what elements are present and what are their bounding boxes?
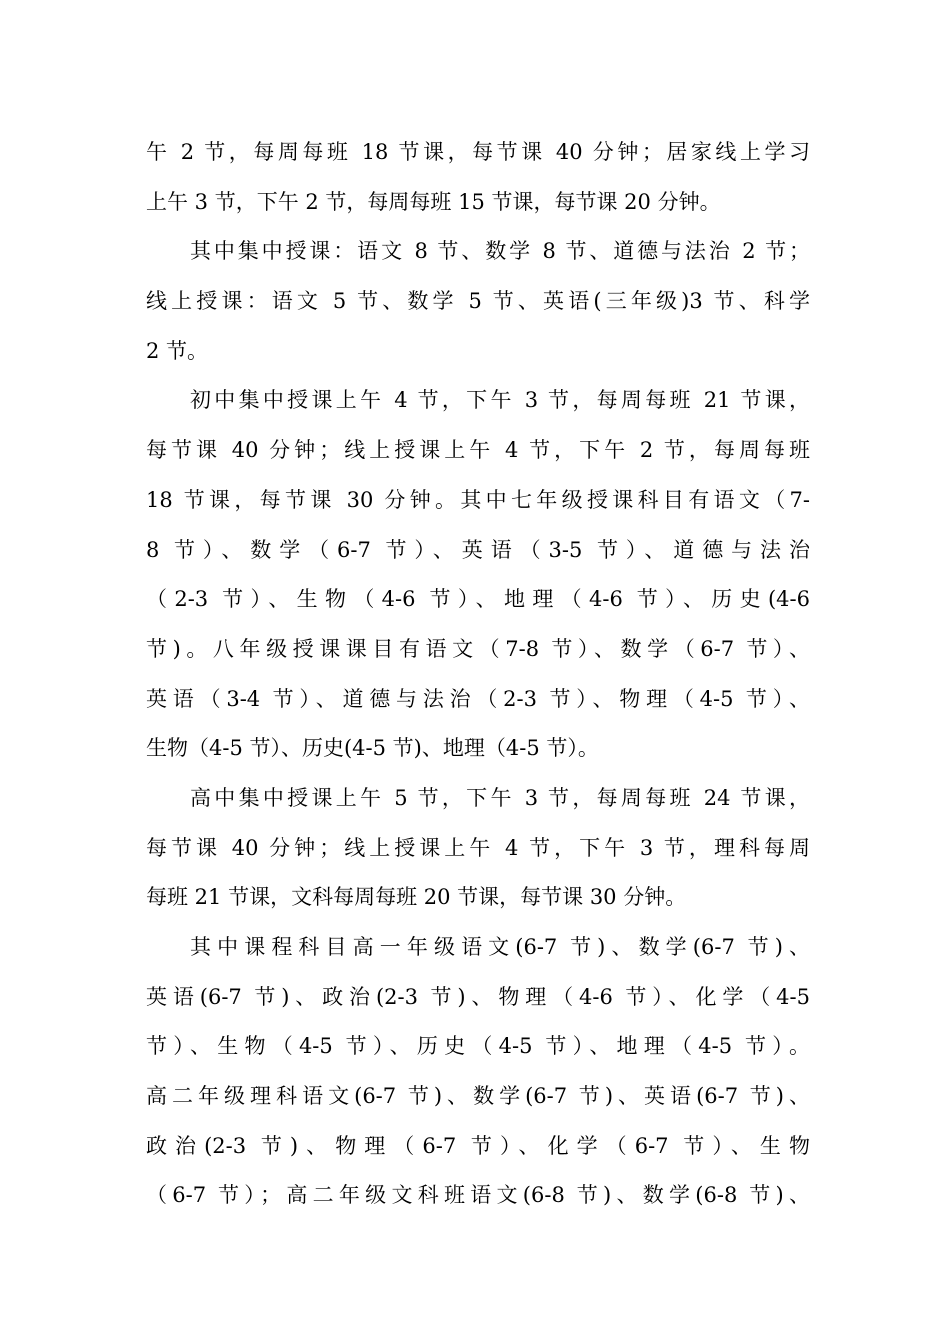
text-line: 初中集中授课上午 4 节，下午 3 节，每周每班 21 节课， [190,388,810,413]
text-line: 节）、生物（4-5 节）、历史（4-5 节）、地理（4-5 节）。 [146,1034,810,1059]
text-line: 2 节。 [146,338,209,363]
text-line: 8 节）、数学（6-7 节）、英语（3-5 节）、道德与法治 [146,537,810,562]
text-line: 上午 3 节，下午 2 节，每周每班 15 节课，每节课 20 分钟。 [146,189,721,214]
document-body [146,128,810,1221]
text-line: 英语（3-4 节）、道德与法治（2-3 节）、物理（4-5 节）、 [146,686,810,711]
text-line: 高中集中授课上午 5 节，下午 3 节，每周每班 24 节课， [190,785,810,810]
text-line: 午 2 节，每周每班 18 节课，每节课 40 分钟；居家线上学习 [146,140,810,164]
text-line: 节)。八年级授课课目有语文（7-8 节）、数学（6-7 节）、 [146,636,810,661]
text-line: 每班 21 节课，文科每周每班 20 节课，每节课 30 分钟。 [146,885,687,910]
text-line: 每节课 40 分钟；线上授课上午 4 节，下午 3 节，理科每周 [146,835,810,860]
text-line: （2-3 节）、生物（4-6 节）、地理（4-6 节）、历史(4-6 [146,587,810,612]
text-line: 18 节课，每节课 30 分钟。其中七年级授课科目有语文（7- [146,487,810,512]
text-line: 其中集中授课：语文 8 节、数学 8 节、道德与法治 2 节； [190,239,810,264]
text-line: 生物（4-5 节）、历史(4-5 节)、地理（4-5 节）。 [146,736,599,761]
text-line: 英语(6-7 节)、政治(2-3 节)、物理（4-6 节）、化学（4-5 [146,984,810,1009]
text-line: （6-7 节）；高二年级文科班语文(6-8 节)、数学(6-8 节)、 [146,1183,810,1208]
text-line: 其中课程科目高一年级语文(6-7 节)、数学(6-7 节)、 [190,935,810,959]
text-line: 政治(2-3 节)、物理（6-7 节）、化学（6-7 节）、生物 [146,1133,810,1158]
text-line: 每节课 40 分钟；线上授课上午 4 节，下午 2 节，每周每班 [146,438,810,463]
text-line: 线上授课：语文 5 节、数学 5 节、英语(三年级)3 节、科学 [146,289,810,314]
text-line: 高二年级理科语文(6-7 节)、数学(6-7 节)、英语(6-7 节)、 [146,1084,810,1109]
